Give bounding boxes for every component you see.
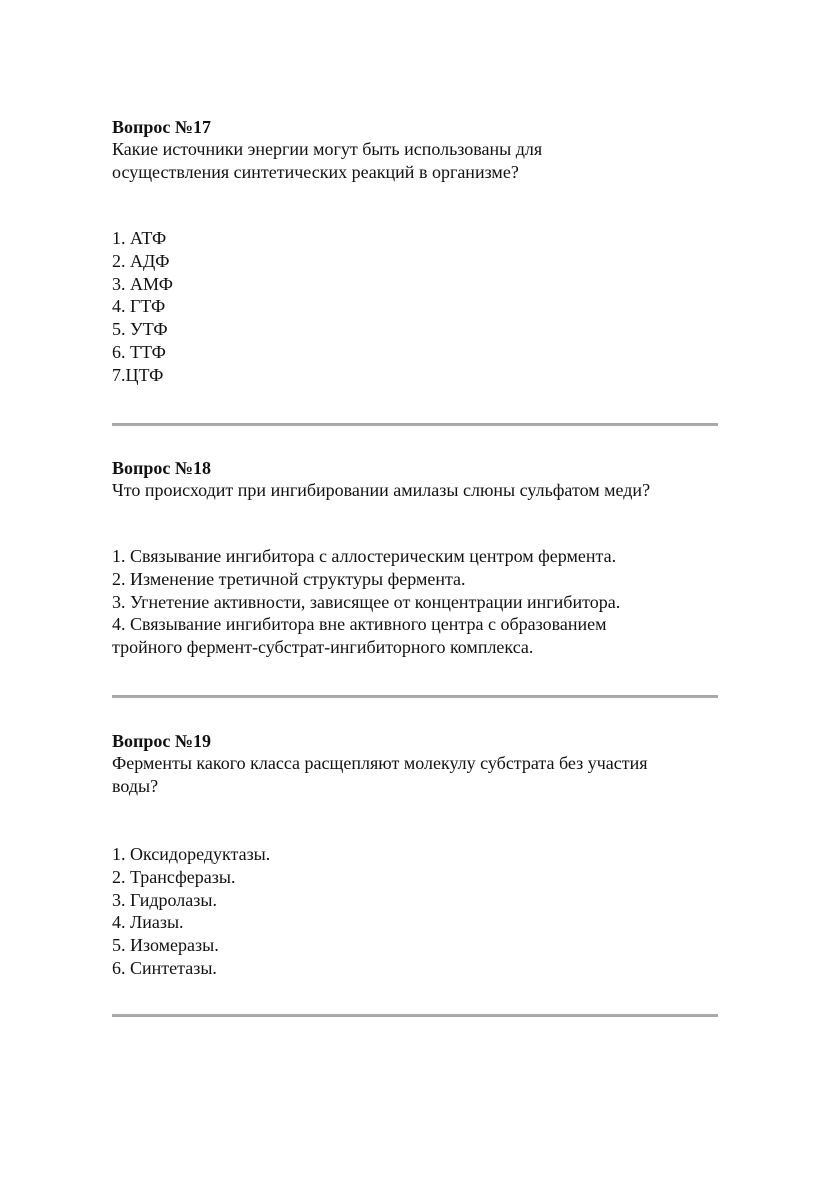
answer-option: 3. Гидролазы.: [112, 889, 217, 910]
answer-option: 2. Трансферазы.: [112, 866, 236, 887]
answer-option: 3. АМФ: [112, 273, 173, 294]
question-text-line: Какие источники энергии могут быть использованы для: [112, 139, 543, 159]
answer-list-17: [112, 227, 718, 387]
section-divider: [112, 695, 718, 698]
answer-option: 4. Связывание ингибитора вне активного центра с образованием: [112, 614, 607, 635]
answer-option: 1. Оксидоредуктазы.: [112, 844, 271, 864]
question-17: [112, 116, 718, 184]
answer-option: 4. ГТФ: [112, 296, 166, 317]
answer-option: 1. АТФ: [112, 228, 167, 248]
answer-option: 1. Связывание ингибитора с аллостерическим центром фермента.: [112, 546, 617, 566]
question-18: [112, 457, 718, 502]
question-title: Вопрос №17: [112, 117, 211, 137]
section-divider: [112, 423, 718, 426]
question-text-line: воды?: [112, 776, 159, 796]
question-19: [112, 730, 718, 798]
answer-option: 3. Угнетение активности, зависящее от концентрации ингибитора.: [112, 591, 621, 612]
answer-option: 5. УТФ: [112, 319, 168, 340]
question-text-line: Ферменты какого класса расщепляют молекулу субстрата без участия: [112, 753, 648, 773]
question-title: Вопрос №18: [112, 458, 211, 478]
question-text-line: Что происходит при ингибировании амилазы слюны сульфатом меди?: [112, 480, 651, 500]
answer-option: тройного фермент-субстрат-ингибиторного комплекса.: [112, 637, 534, 658]
answer-option: 2. АДФ: [112, 250, 170, 271]
question-text-line: осуществления синтетических реакций в организме?: [112, 162, 519, 182]
answer-list-19: [112, 843, 718, 980]
answer-list-18: [112, 545, 718, 659]
answer-option: 7.ЦТФ: [112, 364, 164, 385]
answer-option: 6. ТТФ: [112, 341, 166, 362]
answer-option: 4. Лиазы.: [112, 912, 184, 933]
answer-option: 6. Синтетазы.: [112, 957, 217, 978]
answer-option: 5. Изомеразы.: [112, 935, 219, 956]
question-title: Вопрос №19: [112, 731, 211, 751]
answer-option: 2. Изменение третичной структуры фермента.: [112, 568, 466, 589]
section-divider: [112, 1014, 718, 1017]
